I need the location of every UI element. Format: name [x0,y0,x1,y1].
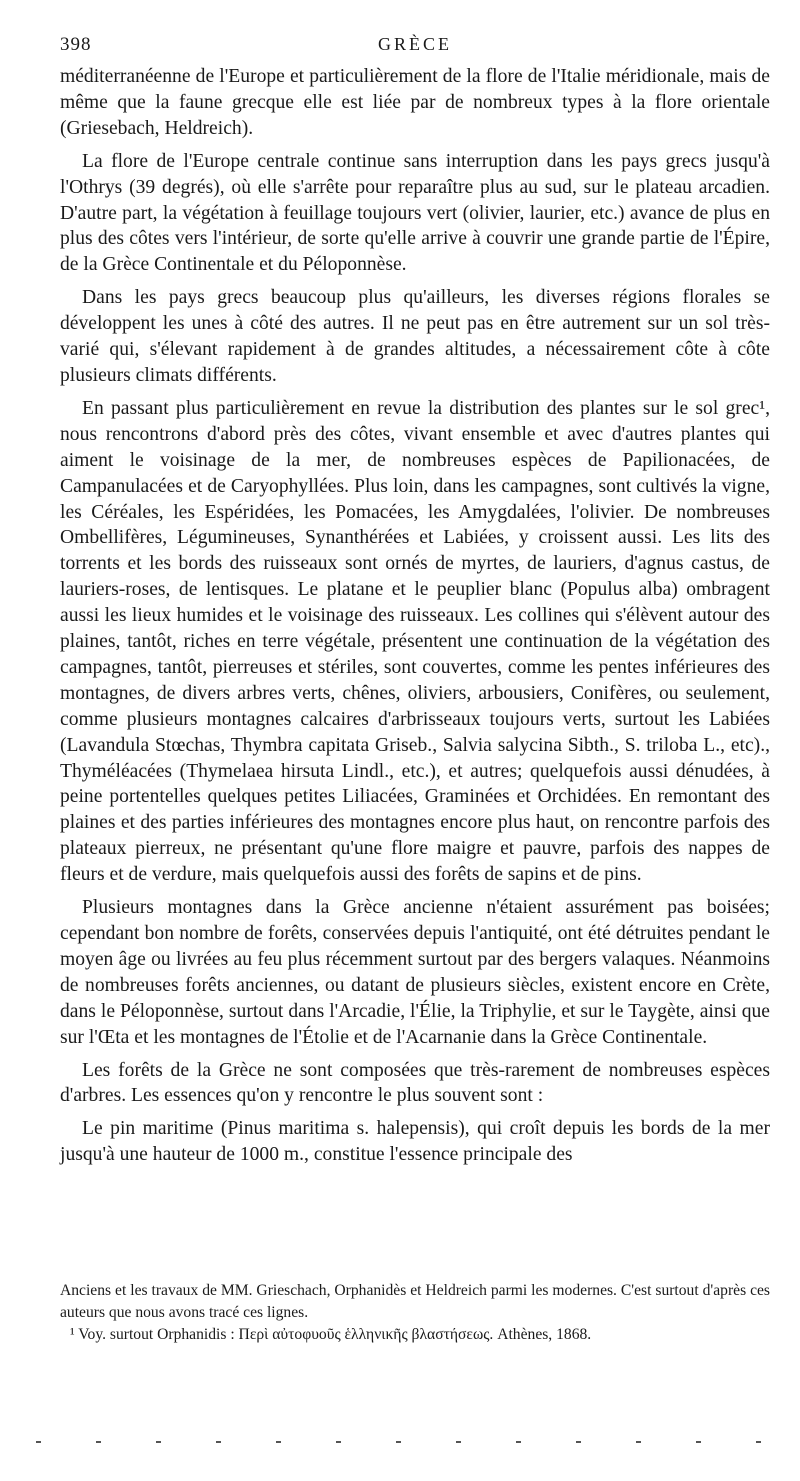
paragraph-floral-regions: Dans les pays grecs beaucoup plus qu'ailleurs, les diverses régions florales se développent les unes à côté des autres. Il ne peut pas en être autrement sur un sol très-varié qui, s'élevant rapidement à de grandes altitudes, a nécessairement côte à côte plusieurs climats différents. [60,287,770,386]
page-number: 398 [60,34,92,55]
footnotes [60,1280,770,1346]
paragraph-continued: méditerranéenne de l'Europe et particulièrement de la flore de l'Italie méridionale, mais de même que la faune grecque elle est liée par de nombreux types à la flore orientale (Griesebach, Heldreich). [60,66,770,139]
page-header [60,34,770,58]
paragraph-central-europe-flora: La flore de l'Europe centrale continue sans interruption dans les pays grecs jusqu'à l'Othrys (39 degrés), où elle s'arrête pour reparaître plus au sud, sur le plateau arcadien. D'autre part, la végétation à feuillage toujours vert (olivier, laurier, etc.) avance de plus en plus des côtes vers l'intérieur, de sorte qu'elle arrive à couvrir une grande partie de l'Épire, de la Grèce Continentale et du Péloponnèse. [60,150,770,276]
footnote-continued: Anciens et les travaux de MM. Grieschach, Orphanidès et Heldreich parmi les modernes. C'est surtout d'après ces auteurs que nous avons tracé ces lignes. [60,1282,770,1321]
page-edge-marks [36,1441,771,1447]
running-title: GRÈCE [377,34,452,54]
footnote-1: ¹ Voy. surtout Orphanidis : Περὶ αὐτοφυοῦς ἑλληνικῆς βλαστήσεως. Athènes, 1868. [70,1326,592,1343]
body-text [60,64,770,1168]
paragraph-forest-composition: Les forêts de la Grèce ne sont composées que très-rarement de nombreuses espèces d'arbres. Les essences qu'on y rencontre le plus souvent sont : [60,1059,770,1107]
paragraph-forests-history: Plusieurs montagnes dans la Grèce ancienne n'étaient assurément pas boisées; cependant bon nombre de forêts, conservées depuis l'antiquité, ont été détruites pendant le moyen âge ou livrées au feu plus récemment surtout par des bergers valaques. Néanmoins de nombreuses forêts anciennes, ou datant de plusieurs siècles, existent encore en Crète, dans le Péloponnèse, surtout dans l'Arcadie, l'Élie, la Triphylie, et sur le Taygète, ainsi que sur l'Œta et les montagnes de l'Étolie et de l'Acarnanie dans la Grèce Continentale. [60,897,770,1048]
paragraph-plant-distribution: En passant plus particulièrement en revue la distribution des plantes sur le sol grec¹, nous rencontrons d'abord près des côtes, vivant ensemble et avec d'autres plantes qui aiment le voisinage de la mer, de nombreuses espèces de Papilionacées, de Campanulacées et de Caryophyllées. Plus loin, dans les campagnes, sont cultivés la vigne, les Céréales, les Espéridées, les Pomacées, les Amygdalées, l'olivier. De nombreuses Ombellifères, Légumineuses, Synanthérées et Labiées, y croissent aussi. Les lits des torrents et les bords des ruisseaux sont ornés de myrtes, de lauriers, d'agnus castus, de lauriers-roses, de lentisques. Le platane et le peuplier blanc (Populus alba) ombragent aussi les lieux humides et le voisinage des ruisseaux. Les collines qui s'élèvent autour des plaines, tantôt, riches en terre végétale, présentent une continuation de la végétation des campagnes, tantôt, pierreuses et stériles, sont couvertes, comme les pentes inférieures des montagnes, de divers arbres verts, chênes, oliviers, arbousiers, Conifères, ou seulement, comme plusieurs montagnes calcaires d'arbrisseaux toujours verts, surtout les Labiées (Lavandula Stœchas, Thymbra capitata Griseb., Salvia salycina Sibth., S. triloba L., etc)., Thyméléacées (Thymelaea hirsuta Lindl., etc.), et autres; quelquefois aussi dénudées, à peine portentelles quelques petites Liliacées, Graminées et Orchidées. En remontant des plaines et des parties inférieures des montagnes encore plus haut, on rencontre parfois des plateaux pierreux, ne présentant qu'une flore maigre et pauvre, parfois des nappes de fleurs et de verdure, mais quelquefois aussi des forêts de sapins et de pins. [60,397,770,886]
paragraph-maritime-pine: Le pin maritime (Pinus maritima s. halepensis), qui croît depuis les bords de la mer jusqu'à une hauteur de 1000 m., constitue l'essence principale des [60,1118,770,1166]
